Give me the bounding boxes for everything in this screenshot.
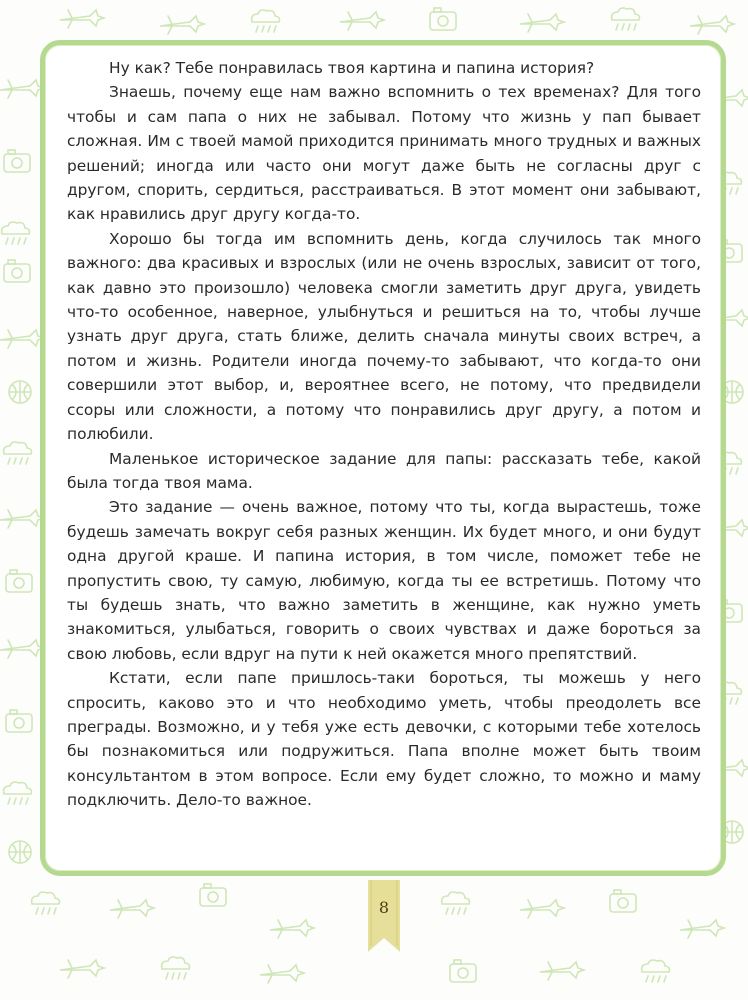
paragraph-5: Это задание — очень важное, потому что ты, когда вырастешь, тоже будешь замечать вокруг себя разных женщин. Их будет много, и они будут одна другой краше. И папина история, в том числе, поможет тебе не пропустить свою, ту самую, любимую, когда ты ее встретишь. Потому что ты будешь знать, что важно заметить в женщине, как нужно уметь знакомиться, улыбаться, говорить о своих чувствах и даже бороться за свою любовь, если вдруг на пути к ней окажется много препятствий. (67, 498, 701, 663)
paragraph-6: Кстати, если папе пришлось-таки бороться, ты можешь у него спросить, каково это и что необходимо уметь, чтобы преодолеть все преграды. Возможно, и у тебя уже есть девочки, с которыми тебе хотелось бы познакомиться или подружиться. Папа вполне может быть твоим консультантом в этом вопросе. Если ему будет сложно, то можно и маму подключить. Дело-то важное. (67, 669, 701, 810)
paragraph-2: Знаешь, почему еще нам важно вспомнить о тех временах? Для того чтобы и сам папа о них не забывал. Потому что жизнь у пап бывает сложная. Им с твоей мамой приходится принимать много трудных и важных решений; иногда или часто они могут даже быть не согласны друг с другом, спорить, сердиться, расстраиваться. В этот момент они забывают, как нравились друг другу когда-то. (67, 83, 701, 224)
paragraph-4: Маленькое историческое задание для папы: рассказать тебе, какой была тогда твоя мама. (67, 449, 701, 492)
body-text (67, 56, 701, 813)
paragraph-1: Ну как? Тебе понравилась твоя картина и папина история? (109, 59, 595, 77)
page-number: 8 (378, 898, 390, 917)
paragraph-3: Хорошо бы тогда им вспомнить день, когда случилось так много важного: два красивых и взрослых (или не очень взрослых, зависит от того, как давно это произошло) человека смогли заметить друг друга, увидеть что-то особенное, наверное, улыбнуться и решиться на то, чтобы лучше узнать друг друга, стать ближе, делить сначала минуты своих встреч, а потом и жизнь. Родители иногда почему-то забывают, что когда-то они совершили этот выбор, и, вероятнее всего, не потому, что предвидели ссоры или сложности, а потому что понравились друг другу, а потом и полюбили. (67, 229, 701, 444)
